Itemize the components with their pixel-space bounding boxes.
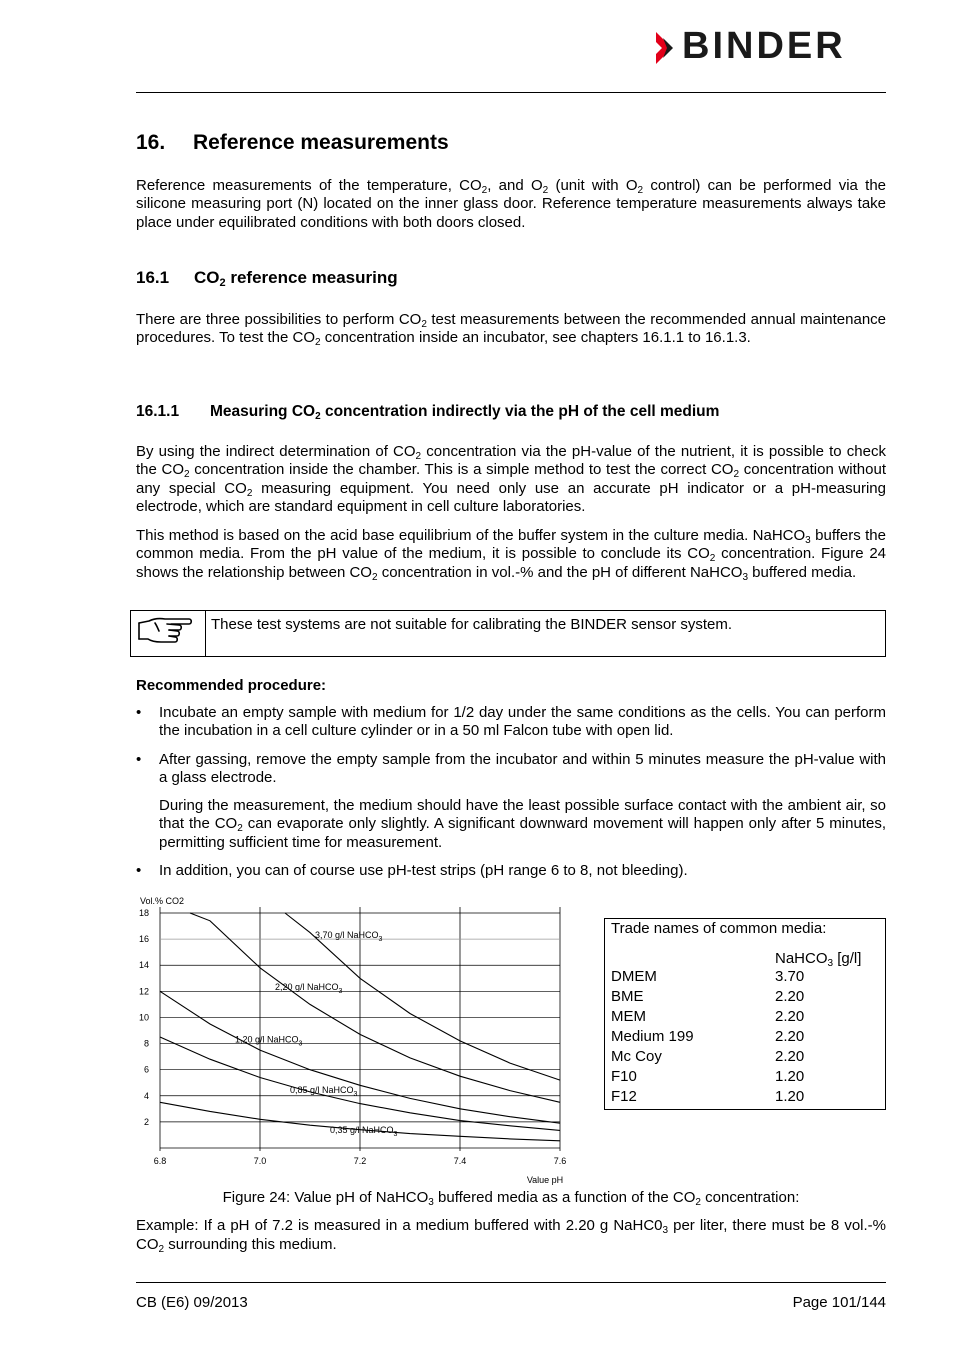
y-axis-label: Vol.% CO2 — [140, 896, 185, 906]
binder-logo — [654, 25, 886, 67]
x-axis-label: Value pH — [526, 1175, 564, 1185]
section-number: 16. — [136, 131, 166, 154]
method-paragraph-2: This method is based on the acid base equilibrium of the buffer system in the culture media. NaHCO$_3$ buffers the common media. From the pH value of the medium, it is possible to conclude its $CO_2$ concentration. Figure 24 shows the relationship between $CO_2$ concentration in vol.-% and the pH of different NaHCO$_3$ buffered media. — [136, 527, 887, 583]
bullet-3: • — [136, 862, 142, 879]
logo-text: BINDER — [682, 25, 846, 67]
trade-names-table — [604, 918, 886, 1110]
footer-page-number: Page 101/144 — [792, 1294, 886, 1311]
trade-table-title: Trade names of common media: — [611, 920, 827, 937]
series-label: 0,85 g/l NaHCO$_3$ — [290, 1085, 358, 1099]
example-paragraph: Example: If a pH of 7.2 is measured in a medium buffered with 2.20 g $NaHC0_3$ per liter, there must be 8 vol.-% $CO_2$ surrounding this medium. — [136, 1217, 886, 1255]
y-tick-label: 10 — [138, 1012, 149, 1023]
y-tick-label: 18 — [138, 908, 149, 918]
figure-caption: Figure 24: Value pH of NaHCO$_3$ buffered media as a function of the $CO_2$ concentration: — [222, 1189, 800, 1208]
x-tick-label: 6.8 — [153, 1156, 167, 1166]
y-tick-label: 2 — [143, 1116, 149, 1127]
trade-table-column-header: NaHCO$_3$ [g/l] — [775, 950, 862, 969]
y-tick-label: 14 — [138, 960, 149, 971]
method-paragraph-1: By using the indirect determination of $CO_2$ concentration via the pH-value of the nutrient, it is possible to check the $CO_2$ concentration inside the chamber. This is a simple method to test the correct $CO_2$ concentration without any special $CO_2$ measuring equipment. You need only use an accurate pH indicator or a pH-measuring electrode, which are standard equipment in cell culture laboratories. — [136, 443, 886, 516]
logo-arrow-icon — [654, 30, 680, 66]
table-row: F12 1.20 — [611, 1088, 805, 1105]
section-title — [136, 131, 449, 155]
x-tick-label: 7.0 — [253, 1156, 267, 1166]
series-label: 0,35 g/l NaHCO$_3$ — [330, 1124, 398, 1138]
pointing-hand-icon — [131, 611, 206, 656]
subsection-title: 16.1 $CO_2$ reference measuring — [136, 268, 398, 289]
note-box — [130, 610, 886, 657]
table-row: F10 1.20 — [611, 1068, 805, 1085]
procedure-heading: Recommended procedure: — [136, 677, 327, 694]
section-title-text: Reference measurements — [193, 131, 449, 154]
table-row: BME 2.20 — [611, 988, 805, 1005]
series-label: 2,20 g/l NaHCO$_3$ — [275, 982, 343, 996]
procedure-item-1: Incubate an empty sample with medium for 1/2 day under the same conditions as the cells. You can perform the incubation in a cell culture cylinder or in a 50 ml Falcon tube with open lid. — [159, 704, 886, 740]
y-tick-label: 4 — [143, 1090, 149, 1101]
y-tick-label: 12 — [138, 986, 149, 997]
series-label: 1,20 g/l NaHCO$_3$ — [235, 1034, 303, 1048]
bullet-1: • — [136, 704, 142, 721]
ph-co2-chart — [130, 890, 570, 1190]
procedure-item-3: In addition, you can of course use pH-test strips (pH range 6 to 8, not bleeding). — [159, 862, 688, 879]
bullet-2: • — [136, 751, 142, 768]
subsection-paragraph: There are three possibilities to perform $CO_2$ test measurements between the recommended annual maintenance procedures. To test the $CO_2$ concentration inside an incubator, see chapters 16.1.1 to 16.1.3. — [136, 311, 887, 349]
chart-svg — [130, 890, 570, 1190]
table-row: Medium 199 2.20 — [611, 1028, 805, 1045]
footer-document-id: CB (E6) 09/2013 — [136, 1294, 248, 1311]
x-tick-label: 7.4 — [453, 1156, 467, 1166]
table-row: Mc Coy 2.20 — [611, 1048, 805, 1065]
y-tick-label: 6 — [143, 1064, 149, 1075]
intro-paragraph: Reference measurements of the temperature, $CO_2$, and $O_2$ (unit with $O_2$ control) can be performed via the silicone measuring port (N) located on the inner glass door. Reference temperature measurements always take place under equilibrated conditions with both doors closed. — [136, 177, 887, 231]
x-tick-label: 7.6 — [553, 1156, 567, 1166]
table-row: MEM 2.20 — [611, 1008, 805, 1025]
x-tick-label: 7.2 — [353, 1156, 367, 1166]
subsubsection-title: 16.1.1 Measuring $CO_2$ concentration indirectly via the pH of the cell medium — [136, 403, 720, 422]
y-tick-label: 16 — [138, 934, 149, 945]
procedure-item-2-continued: During the measurement, the medium should have the least possible surface contact with the ambient air, so that the $CO_2$ can evaporate only slightly. A significant downward movement will happen only after 5 minutes, permitting sufficient time for measurement. — [159, 797, 886, 851]
procedure-item-2: After gassing, remove the empty sample from the incubator and within 5 minutes measure the pH-value with a glass electrode. — [159, 751, 886, 787]
note-text: These test systems are not suitable for calibrating the BINDER sensor system. — [211, 616, 733, 633]
y-tick-label: 8 — [143, 1038, 149, 1049]
series-label: 3,70 g/l NaHCO$_3$ — [315, 929, 383, 943]
header-rule — [136, 92, 886, 93]
table-row: DMEM 3.70 — [611, 968, 805, 985]
series-line — [190, 913, 560, 1102]
footer-rule — [136, 1282, 886, 1283]
